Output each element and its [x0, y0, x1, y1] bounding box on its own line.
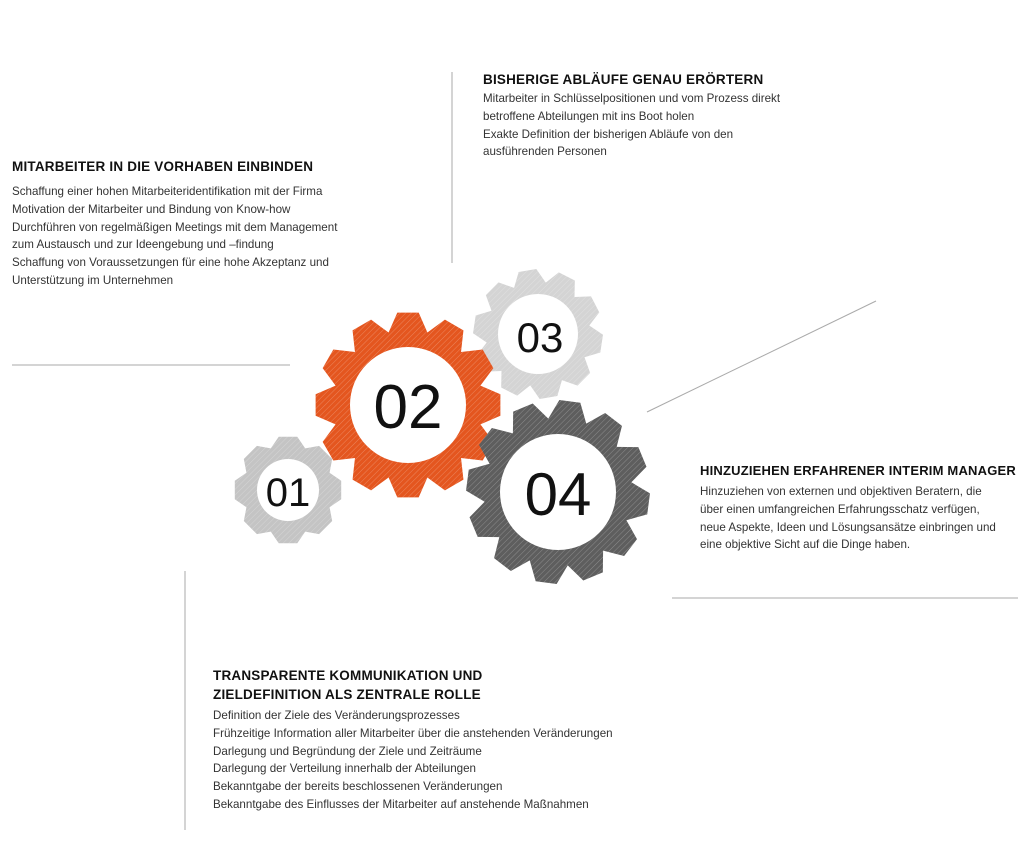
- block-line: eine objektive Sicht auf die Dinge haben.: [700, 538, 911, 552]
- connector-line-interim-diagonal: [647, 301, 876, 412]
- block-title-line-1: TRANSPARENTE KOMMUNIKATION UND: [213, 668, 483, 683]
- block-line: Bekanntgabe der bereits beschlossenen Veränderungen: [213, 780, 503, 794]
- block-line: Darlegung und Begründung der Ziele und Zeiträume: [213, 744, 482, 758]
- block-kommunikation: [213, 667, 613, 814]
- gear-03: [473, 269, 603, 399]
- block-line: ausführenden Personen: [483, 145, 607, 159]
- gear-04: [466, 400, 650, 584]
- block-line: neue Aspekte, Ideen und Lösungsansätze einbringen und: [700, 520, 996, 534]
- block-title: HINZUZIEHEN ERFAHRENER INTERIM MANAGER: [700, 463, 1016, 478]
- block-line: Durchführen von regelmäßigen Meetings mit dem Management: [12, 220, 338, 234]
- block-title: MITARBEITER IN DIE VORHABEN EINBINDEN: [12, 159, 314, 174]
- block-line: Mitarbeiter in Schlüsselpositionen und vom Prozess direkt: [483, 92, 781, 105]
- block-line: Unterstützung im Unternehmen: [12, 273, 174, 287]
- block-line: betroffene Abteilungen mit ins Boot holen: [483, 109, 695, 123]
- block-line: Schaffung einer hohen Mitarbeiteridentifikation mit der Firma: [12, 185, 323, 198]
- gear-01: [235, 437, 341, 543]
- block-line: Bekanntgabe des Einflusses der Mitarbeiter auf anstehende Maßnahmen: [213, 797, 589, 811]
- block-line: Frühzeitige Information aller Mitarbeiter über die anstehenden Veränderungen: [213, 726, 613, 740]
- block-line: Hinzuziehen von externen und objektiven Beratern, die: [700, 485, 982, 498]
- block-title-line-2: ZIELDEFINITION ALS ZENTRALE ROLLE: [213, 687, 481, 702]
- block-line: Motivation der Mitarbeiter und Bindung von Know-how: [12, 202, 291, 216]
- block-line: Darlegung der Verteilung innerhalb der Abteilungen: [213, 762, 476, 776]
- block-ablaeufe: [483, 71, 780, 161]
- block-title: BISHERIGE ABLÄUFE GENAU ERÖRTERN: [483, 72, 764, 87]
- block-line: Exakte Definition der bisherigen Abläufe von den: [483, 127, 734, 141]
- block-line: Definition der Ziele des Veränderungsprozesses: [213, 709, 460, 722]
- block-line: über einen umfangreichen Erfahrungsschatz verfügen,: [700, 502, 980, 516]
- gear-01-label: 01: [265, 471, 311, 515]
- block-line: zum Austausch und zur Ideengebung und –findung: [12, 238, 274, 252]
- block-interim: [700, 462, 1016, 554]
- gear-04-label: 04: [524, 461, 592, 528]
- gear-02-label: 02: [373, 373, 443, 442]
- block-einbinden: [12, 158, 337, 290]
- block-line: Schaffung von Voraussetzungen für eine hohe Akzeptanz und: [12, 256, 329, 270]
- gear-03-label: 03: [516, 314, 564, 361]
